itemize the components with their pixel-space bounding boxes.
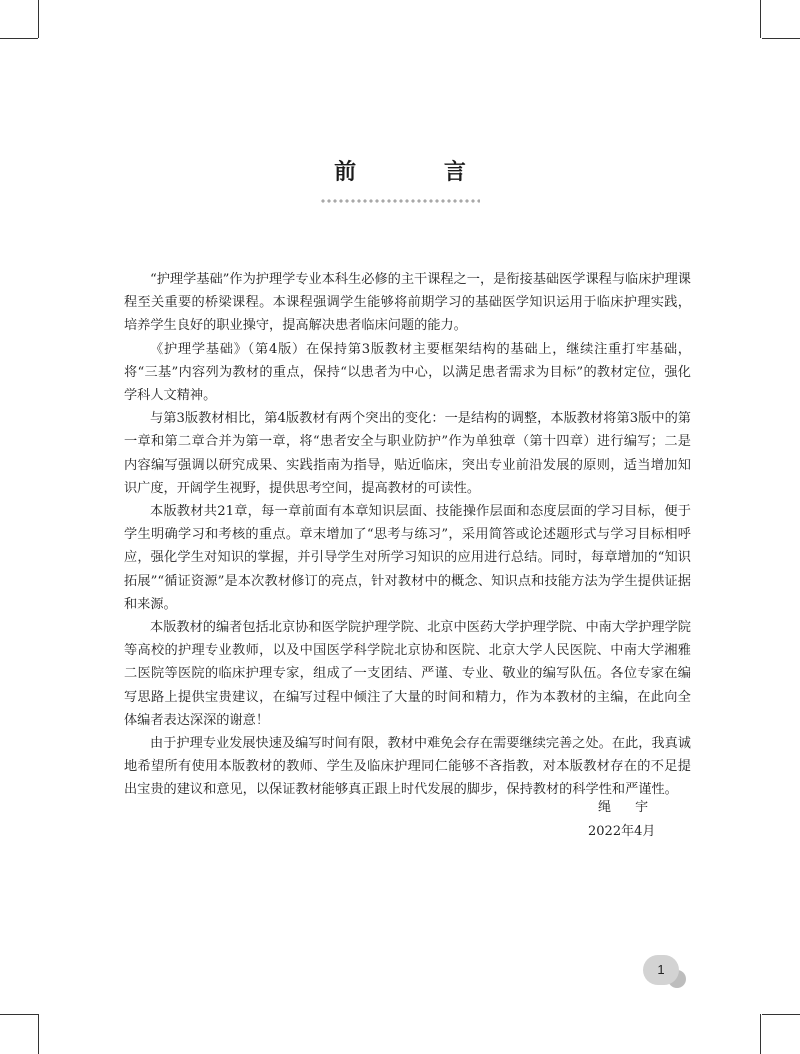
page-number: 1 bbox=[643, 955, 679, 985]
crop-mark bbox=[38, 0, 39, 38]
page-title: 前 言 bbox=[334, 159, 506, 185]
paragraph: “护理学基础”作为护理学专业本科生必修的主干课程之一，是衔接基础医学课程与临床护理课程至关重要的桥梁课程。本课程强调学生能够将前期学习的基础医学知识运用于临床护理实践，培养学生良好的职业操守，提高解决患者临床问题的能力。 bbox=[124, 272, 691, 334]
signature-block bbox=[560, 796, 700, 844]
crop-mark bbox=[760, 0, 761, 38]
paragraph: 由于护理专业发展快速及编写时间有限，教材中难免会存在需要继续完善之处。在此，我真诚地希望所有使用本版教材的教师、学生及临床护理同仁能够不吝指教，对本版教材存在的不足提出宝贵的建议和意见，以保证教材能够真正跟上时代发展的脚步，保持教材的科学性和严谨性。 bbox=[124, 736, 691, 798]
title-block bbox=[0, 155, 800, 204]
paragraph: 本版教材共21章，每一章前面有本章知识层面、技能操作层面和态度层面的学习目标，便于学生明确学习和考核的重点。章末增加了“思考与练习”，采用简答或论述题形式与学习目标相呼应，强化学生对知识的掌握，并引导学生对所学习知识的应用进行总结。同时，每章增加的“知识拓展”“循证资源”是本次教材修订的亮点，针对教材中的概念、知识点和技能方法为学生提供证据和来源。 bbox=[124, 504, 691, 612]
crop-mark bbox=[38, 1014, 39, 1054]
title-dot-divider bbox=[320, 198, 480, 204]
crop-mark bbox=[762, 1014, 800, 1015]
paragraph: 本版教材的编者包括北京协和医学院护理学院、北京中医药大学护理学院、中南大学护理学院等高校的护理专业教师，以及中国医学科学院北京协和医院、北京大学人民医院、中南大学湘雅二医院等医院的临床护理专家，组成了一支团结、严谨、专业、敬业的编写队伍。各位专家在编写思路上提供宝贵建议，在编写过程中倾注了大量的时间和精力，作为本教材的主编，在此向全体编者表达深深的谢意！ bbox=[124, 620, 691, 728]
signature-date: 2022年4月 bbox=[588, 824, 656, 839]
paragraph: 与第3版教材相比，第4版教材有两个突出的变化：一是结构的调整，本版教材将第3版中的第一章和第二章合并为第一章，将“患者安全与职业防护”作为单独章（第十四章）进行编写；二是内容编写强调以研究成果、实践指南为指导，贴近临床，突出专业前沿发展的原则，适当增加知识广度，开阔学生视野，提供思考空间，提高教材的可读性。 bbox=[124, 411, 691, 496]
crop-mark bbox=[760, 1014, 761, 1054]
paragraph: 《护理学基础》（第4版）在保持第3版教材主要框架结构的基础上，继续注重打牢基础，将“三基”内容列为教材的重点，保持“以患者为中心，以满足患者需求为目标”的教材定位，强化学科人文精神。 bbox=[124, 341, 691, 404]
crop-mark bbox=[0, 38, 38, 39]
author-name: 绳 宇 bbox=[598, 800, 659, 815]
crop-mark bbox=[762, 38, 800, 39]
crop-mark bbox=[0, 1014, 38, 1015]
preface-body bbox=[124, 268, 691, 802]
